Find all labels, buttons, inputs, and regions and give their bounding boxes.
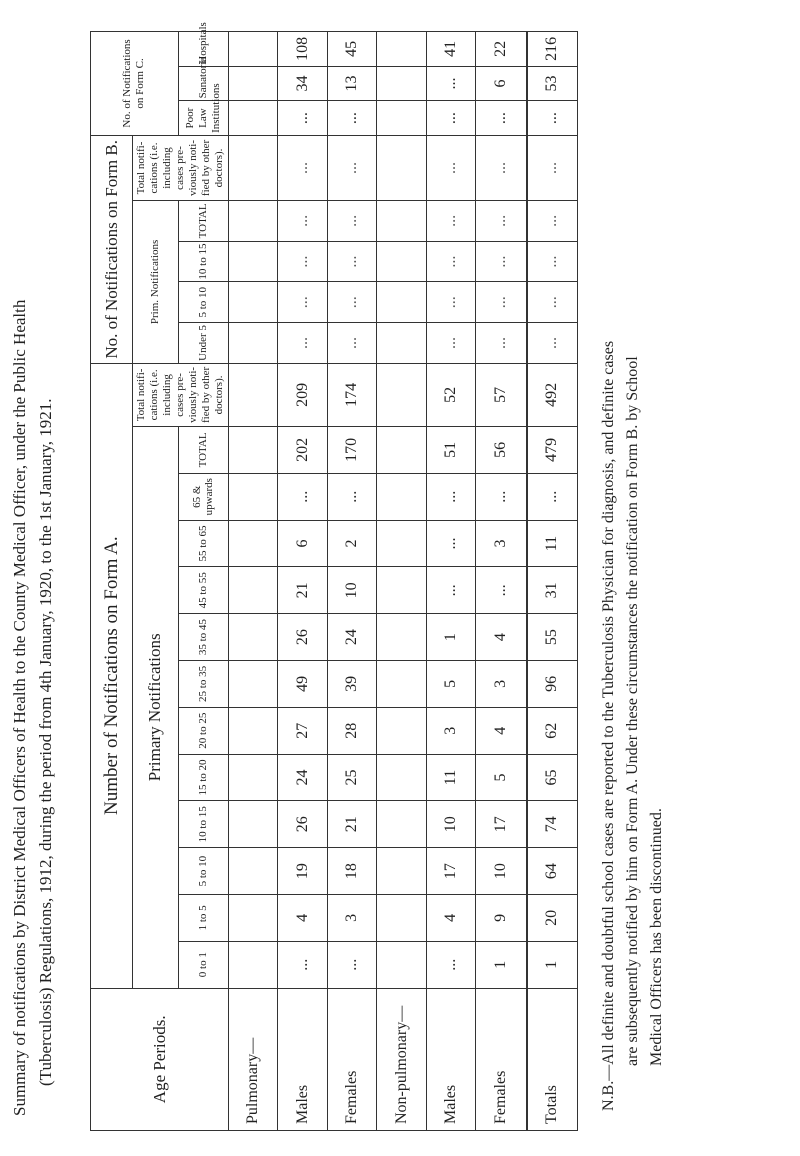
age-col-2: 5 to 10	[178, 848, 228, 895]
form-a-cell: 31	[527, 567, 578, 614]
form-a-cell	[377, 848, 426, 895]
form-a-cell: 4	[476, 707, 527, 754]
form-b-header: No. of Notifications on Form B.	[91, 135, 133, 363]
form-a-cell: ...	[426, 941, 475, 988]
note-line-3: Medical Officers has been discontinued.	[648, 808, 665, 1066]
form-a-total-cell: 492	[527, 363, 578, 426]
form-a-cell	[377, 754, 426, 801]
form-b-total-cell	[229, 135, 278, 200]
table-row	[476, 32, 527, 1131]
form-a-cell: 1	[426, 614, 475, 661]
title-line-2: (Tuberculosis) Regulations, 1912, during the period from 4th January, 1920, to the 1st January, 1921.	[36, 398, 55, 1086]
form-a-cell: 3	[426, 707, 475, 754]
title-line-1: Summary of notifications by District Medical Officers of Health to the County Medical Officer, under the Public Health	[10, 299, 29, 1116]
age-periods-header: Age Periods.	[91, 988, 229, 1130]
form-a-cell: 18	[327, 848, 376, 895]
row-label: Totals	[527, 988, 578, 1130]
form-a-cell: 11	[426, 754, 475, 801]
form-a-cell: ...	[476, 473, 527, 520]
table-body	[229, 32, 578, 1131]
age-col-7: 35 to 45	[178, 614, 228, 661]
form-b-cell: ...	[476, 282, 527, 323]
form-a-cell: 17	[426, 848, 475, 895]
form-a-cell: 170	[327, 427, 376, 474]
note-line-1: N.B.—All definite and doubtful school cases are reported to the Tuberculosis Physician for diagnosis, and definite cases	[600, 340, 617, 1111]
form-b-cell: ...	[278, 282, 327, 323]
form-a-cell: 5	[426, 661, 475, 708]
b-col-2: 10 to 15	[178, 241, 228, 282]
form-a-cell: ...	[527, 473, 578, 520]
form-b-cell: ...	[527, 241, 578, 282]
form-a-cell	[377, 661, 426, 708]
form-a-cell: 74	[527, 801, 578, 848]
form-a-cell: 24	[327, 614, 376, 661]
form-a-total-cell	[377, 363, 426, 426]
form-a-cell	[229, 473, 278, 520]
form-a-cell: 26	[278, 614, 327, 661]
form-b-cell: ...	[426, 201, 475, 242]
form-a-cell	[229, 427, 278, 474]
row-label: Males	[426, 988, 475, 1130]
notifications-table	[90, 22, 578, 1131]
form-b-cell: ...	[476, 323, 527, 364]
form-a-cell: 49	[278, 661, 327, 708]
form-a-total-cell: 52	[426, 363, 475, 426]
age-col-3: 10 to 15	[178, 801, 228, 848]
form-a-cell	[229, 848, 278, 895]
row-label: Females	[476, 988, 527, 1130]
form-a-cell: 9	[476, 894, 527, 941]
form-b-cell: ...	[527, 201, 578, 242]
form-a-total-cell: 174	[327, 363, 376, 426]
form-a-cell: ...	[278, 473, 327, 520]
form-a-cell: 17	[476, 801, 527, 848]
form-a-cell: 10	[426, 801, 475, 848]
form-a-total-cell	[229, 363, 278, 426]
form-a-cell: 3	[327, 894, 376, 941]
form-a-cell: 2	[327, 520, 376, 567]
form-a-cell: 51	[426, 427, 475, 474]
form-c-cell	[229, 66, 278, 101]
row-label: Females	[327, 988, 376, 1130]
age-col-total: TOTAL	[178, 427, 228, 474]
form-a-cell: 21	[278, 567, 327, 614]
form-a-cell: 3	[476, 520, 527, 567]
form-c-cell: 22	[476, 32, 527, 67]
age-col-1: 1 to 5	[178, 894, 228, 941]
form-c-cell: 41	[426, 32, 475, 67]
form-a-total-notifications-header: Total notifi-cations (i.e. including cases pre-viously noti-fied by other doctors).	[133, 363, 229, 426]
form-a-cell: 11	[527, 520, 578, 567]
form-a-cell: 5	[476, 754, 527, 801]
form-a-cell: ...	[327, 941, 376, 988]
form-a-cell	[377, 801, 426, 848]
form-a-cell: 27	[278, 707, 327, 754]
form-b-cell	[377, 323, 426, 364]
row-label: Non-pulmonary—	[377, 988, 426, 1130]
form-c-cell: ...	[278, 101, 327, 136]
form-a-cell: ...	[426, 473, 475, 520]
form-b-total-cell: ...	[476, 135, 527, 200]
form-a-cell: 62	[527, 707, 578, 754]
form-a-cell	[229, 614, 278, 661]
form-b-cell: ...	[327, 323, 376, 364]
table-row	[377, 32, 426, 1131]
form-c-header: No. of Notifications on Form C.	[91, 32, 179, 136]
form-a-cell: 19	[278, 848, 327, 895]
form-a-cell	[377, 941, 426, 988]
c-col-1: Sanatoria	[178, 66, 228, 101]
form-b-total-cell: ...	[426, 135, 475, 200]
form-a-cell	[229, 567, 278, 614]
form-a-cell: 3	[476, 661, 527, 708]
form-a-cell	[229, 707, 278, 754]
prim-notifications-header: Prim. Notifications	[133, 201, 179, 364]
b-col-0: Under 5	[178, 323, 228, 364]
form-b-cell: ...	[426, 282, 475, 323]
age-col-5: 20 to 25	[178, 707, 228, 754]
form-b-cell: ...	[327, 282, 376, 323]
b-col-total: TOTAL	[178, 201, 228, 242]
form-a-cell: 10	[476, 848, 527, 895]
form-a-cell: 55	[527, 614, 578, 661]
form-c-cell: 6	[476, 66, 527, 101]
age-col-0: 0 to 1	[178, 941, 228, 988]
age-col-9: 55 to 65	[178, 520, 228, 567]
form-b-total-cell	[377, 135, 426, 200]
form-a-cell: 202	[278, 427, 327, 474]
form-b-total-cell: ...	[327, 135, 376, 200]
form-a-cell	[377, 520, 426, 567]
form-a-cell: ...	[327, 473, 376, 520]
form-b-cell: ...	[327, 241, 376, 282]
form-a-cell: 26	[278, 801, 327, 848]
row-label: Males	[278, 988, 327, 1130]
form-b-cell: ...	[278, 201, 327, 242]
table-row	[229, 32, 278, 1131]
form-c-cell: 13	[327, 66, 376, 101]
note-line-2: are subsequently notified by him on Form A. Under these circumstances the notification on Form B. by School	[624, 356, 641, 1066]
form-b-cell: ...	[476, 201, 527, 242]
form-b-cell	[377, 201, 426, 242]
form-a-cell: 39	[327, 661, 376, 708]
age-col-8: 45 to 55	[178, 567, 228, 614]
form-a-cell: 4	[426, 894, 475, 941]
form-a-cell: ...	[476, 567, 527, 614]
form-a-cell: 56	[476, 427, 527, 474]
table-row	[278, 32, 327, 1131]
form-b-cell	[229, 323, 278, 364]
age-col-10: 65 & upwards	[178, 473, 228, 520]
form-c-cell: 53	[527, 66, 578, 101]
form-a-cell: 479	[527, 427, 578, 474]
form-a-cell: 4	[278, 894, 327, 941]
form-c-cell: ...	[476, 101, 527, 136]
form-a-cell: 28	[327, 707, 376, 754]
form-b-cell: ...	[426, 323, 475, 364]
table-row	[426, 32, 475, 1131]
form-b-cell: ...	[278, 323, 327, 364]
form-b-cell: ...	[327, 201, 376, 242]
form-b-cell: ...	[476, 241, 527, 282]
table-row	[327, 32, 376, 1131]
form-c-cell	[377, 32, 426, 67]
form-b-total-cell: ...	[527, 135, 578, 200]
form-a-cell	[377, 894, 426, 941]
form-b-cell	[377, 282, 426, 323]
form-a-cell	[229, 520, 278, 567]
form-c-cell	[229, 32, 278, 67]
form-a-cell	[377, 707, 426, 754]
form-c-cell: ...	[426, 66, 475, 101]
form-a-total-cell: 57	[476, 363, 527, 426]
form-c-cell	[229, 101, 278, 136]
form-c-cell: 216	[527, 32, 578, 67]
form-a-cell: 65	[527, 754, 578, 801]
form-b-cell	[229, 241, 278, 282]
form-a-cell	[229, 754, 278, 801]
b-col-1: 5 to 10	[178, 282, 228, 323]
form-b-cell: ...	[527, 282, 578, 323]
form-a-cell: 64	[527, 848, 578, 895]
form-a-cell: ...	[426, 567, 475, 614]
form-a-cell: 6	[278, 520, 327, 567]
row-label: Pulmonary—	[229, 988, 278, 1130]
form-a-cell: 1	[476, 941, 527, 988]
form-c-cell	[377, 66, 426, 101]
totals-row	[527, 32, 578, 1131]
primary-notifications-header: Primary Notifications	[133, 427, 179, 989]
form-a-cell: 21	[327, 801, 376, 848]
form-c-cell: 108	[278, 32, 327, 67]
form-c-cell	[377, 101, 426, 136]
form-a-cell: 96	[527, 661, 578, 708]
form-c-cell: ...	[527, 101, 578, 136]
form-a-cell: 20	[527, 894, 578, 941]
form-a-cell: ...	[426, 520, 475, 567]
form-a-cell: 1	[527, 941, 578, 988]
form-a-cell	[229, 801, 278, 848]
form-c-cell: ...	[327, 101, 376, 136]
form-b-total-cell: ...	[278, 135, 327, 200]
form-a-cell: 25	[327, 754, 376, 801]
form-a-total-cell: 209	[278, 363, 327, 426]
form-a-cell	[229, 941, 278, 988]
age-col-6: 25 to 35	[178, 661, 228, 708]
form-a-cell	[229, 894, 278, 941]
form-a-cell: 10	[327, 567, 376, 614]
form-c-cell: ...	[426, 101, 475, 136]
form-a-cell	[377, 427, 426, 474]
form-a-cell: 24	[278, 754, 327, 801]
form-a-cell	[377, 473, 426, 520]
form-c-cell: 34	[278, 66, 327, 101]
form-a-cell	[229, 661, 278, 708]
c-col-2: Hospitals	[178, 32, 228, 67]
form-b-cell	[377, 241, 426, 282]
form-a-cell: 4	[476, 614, 527, 661]
form-b-total-notifications-header: Total notifi-cations (i.e. including cases pre-viously noti-fied by other doctors).	[133, 135, 229, 200]
age-col-4: 15 to 20	[178, 754, 228, 801]
form-a-cell	[377, 614, 426, 661]
form-a-header: Number of Notifications on Form A.	[91, 363, 133, 988]
form-a-cell	[377, 567, 426, 614]
form-c-cell: 45	[327, 32, 376, 67]
form-b-cell	[229, 201, 278, 242]
form-b-cell: ...	[426, 241, 475, 282]
c-col-0: Poor Law Institutions	[178, 101, 228, 136]
form-b-cell: ...	[278, 241, 327, 282]
form-b-cell: ...	[527, 323, 578, 364]
form-b-cell	[229, 282, 278, 323]
form-a-cell: ...	[278, 941, 327, 988]
